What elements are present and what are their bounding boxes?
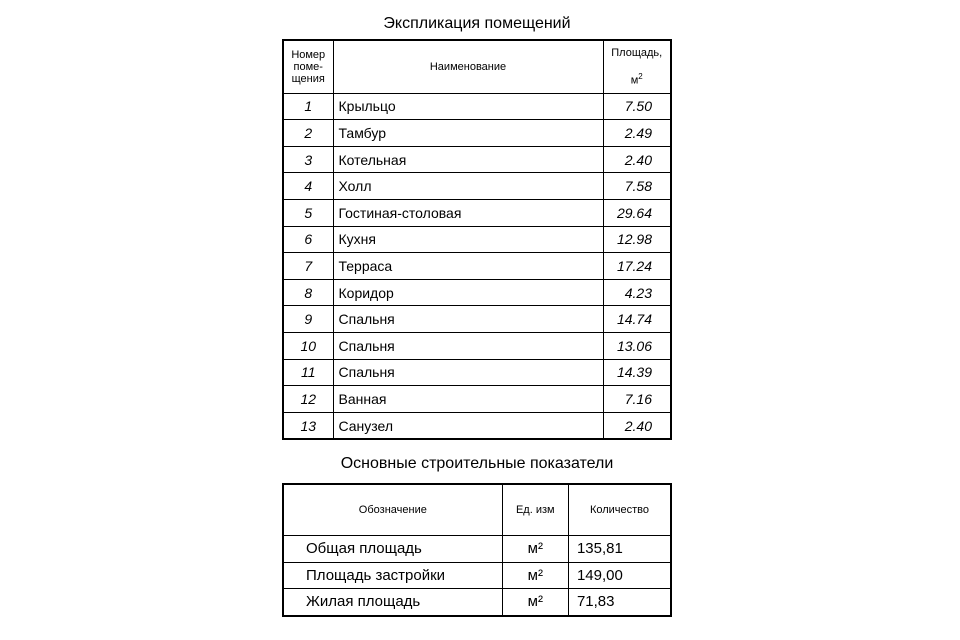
- room-number-cell: 1: [283, 93, 333, 120]
- room-area-cell: 2.40: [603, 412, 671, 439]
- room-area-cell: 7.50: [603, 93, 671, 120]
- room-number-cell: 4: [283, 173, 333, 200]
- room-name-cell: Тамбур: [333, 120, 603, 147]
- room-area-cell: 14.39: [603, 359, 671, 386]
- room-area-cell: 7.16: [603, 386, 671, 413]
- room-name-cell: Спальня: [333, 359, 603, 386]
- header-room-area: [603, 40, 671, 93]
- table-row: [283, 200, 671, 227]
- header-quantity: Количество: [568, 484, 671, 536]
- indicator-quantity-cell: 135,81: [568, 536, 671, 563]
- room-area-cell: 2.49: [603, 120, 671, 147]
- header-area-unit: м: [630, 74, 639, 87]
- header-room-name: Наименование: [333, 40, 603, 93]
- room-name-cell: Спальня: [333, 306, 603, 333]
- table-row: [283, 93, 671, 120]
- room-name-cell: Холл: [333, 173, 603, 200]
- table-row: [283, 536, 671, 563]
- table-row: [283, 173, 671, 200]
- indicator-quantity-cell: 71,83: [568, 589, 671, 616]
- room-number-cell: 10: [283, 333, 333, 360]
- room-area-cell: 4.23: [603, 279, 671, 306]
- room-number-cell: 7: [283, 253, 333, 280]
- table-row: [283, 120, 671, 147]
- header-room-number: [283, 40, 333, 93]
- indicator-unit-cell: м²: [502, 589, 568, 616]
- header-designation: Обозначение: [283, 484, 502, 536]
- table-row: [283, 333, 671, 360]
- room-number-cell: 2: [283, 120, 333, 147]
- room-area-cell: 12.98: [603, 226, 671, 253]
- indicator-label-cell: Площадь застройки: [283, 562, 502, 589]
- room-number-cell: 8: [283, 279, 333, 306]
- header-room-number-line: щения: [291, 72, 325, 85]
- room-name-cell: Терраса: [333, 253, 603, 280]
- indicators-header-row: [283, 484, 671, 536]
- table-row: [283, 146, 671, 173]
- table-row: [283, 386, 671, 413]
- room-number-cell: 9: [283, 306, 333, 333]
- indicator-label-cell: Жилая площадь: [283, 589, 502, 616]
- room-name-cell: Гостиная-столовая: [333, 200, 603, 227]
- room-name-cell: Коридор: [333, 279, 603, 306]
- room-area-cell: 2.40: [603, 146, 671, 173]
- room-name-cell: Санузел: [333, 412, 603, 439]
- room-name-cell: Котельная: [333, 146, 603, 173]
- room-number-cell: 12: [283, 386, 333, 413]
- room-area-cell: 17.24: [603, 253, 671, 280]
- table-row: [283, 562, 671, 589]
- explication-title: Экспликация помещений: [383, 15, 571, 32]
- room-number-cell: 13: [283, 412, 333, 439]
- room-area-cell: 7.58: [603, 173, 671, 200]
- room-area-cell: 13.06: [603, 333, 671, 360]
- indicator-quantity-cell: 149,00: [568, 562, 671, 589]
- room-area-cell: 29.64: [603, 200, 671, 227]
- explication-table: [282, 39, 672, 440]
- room-name-cell: Спальня: [333, 333, 603, 360]
- table-row: [283, 306, 671, 333]
- header-area-label: Площадь,: [611, 47, 663, 59]
- table-row: [283, 279, 671, 306]
- room-name-cell: Ванная: [333, 386, 603, 413]
- header-room-number-line: Номер: [291, 48, 326, 61]
- room-name-cell: Крыльцо: [333, 93, 603, 120]
- header-unit: Ед. изм: [502, 484, 568, 536]
- room-number-cell: 5: [283, 200, 333, 227]
- indicators-title: Основные строительные показатели: [340, 455, 614, 472]
- explication-header-row: [283, 40, 671, 93]
- header-area-unit-sup: 2: [638, 72, 643, 81]
- header-room-number-line: поме-: [293, 60, 323, 73]
- indicator-unit-cell: м²: [502, 536, 568, 563]
- table-row: [283, 412, 671, 439]
- table-row: [283, 253, 671, 280]
- room-number-cell: 6: [283, 226, 333, 253]
- indicators-table: [282, 483, 672, 617]
- table-row: [283, 226, 671, 253]
- room-number-cell: 11: [283, 359, 333, 386]
- room-number-cell: 3: [283, 146, 333, 173]
- room-name-cell: Кухня: [333, 226, 603, 253]
- table-row: [283, 359, 671, 386]
- table-row: [283, 589, 671, 616]
- indicator-label-cell: Общая площадь: [283, 536, 502, 563]
- room-area-cell: 14.74: [603, 306, 671, 333]
- indicator-unit-cell: м²: [502, 562, 568, 589]
